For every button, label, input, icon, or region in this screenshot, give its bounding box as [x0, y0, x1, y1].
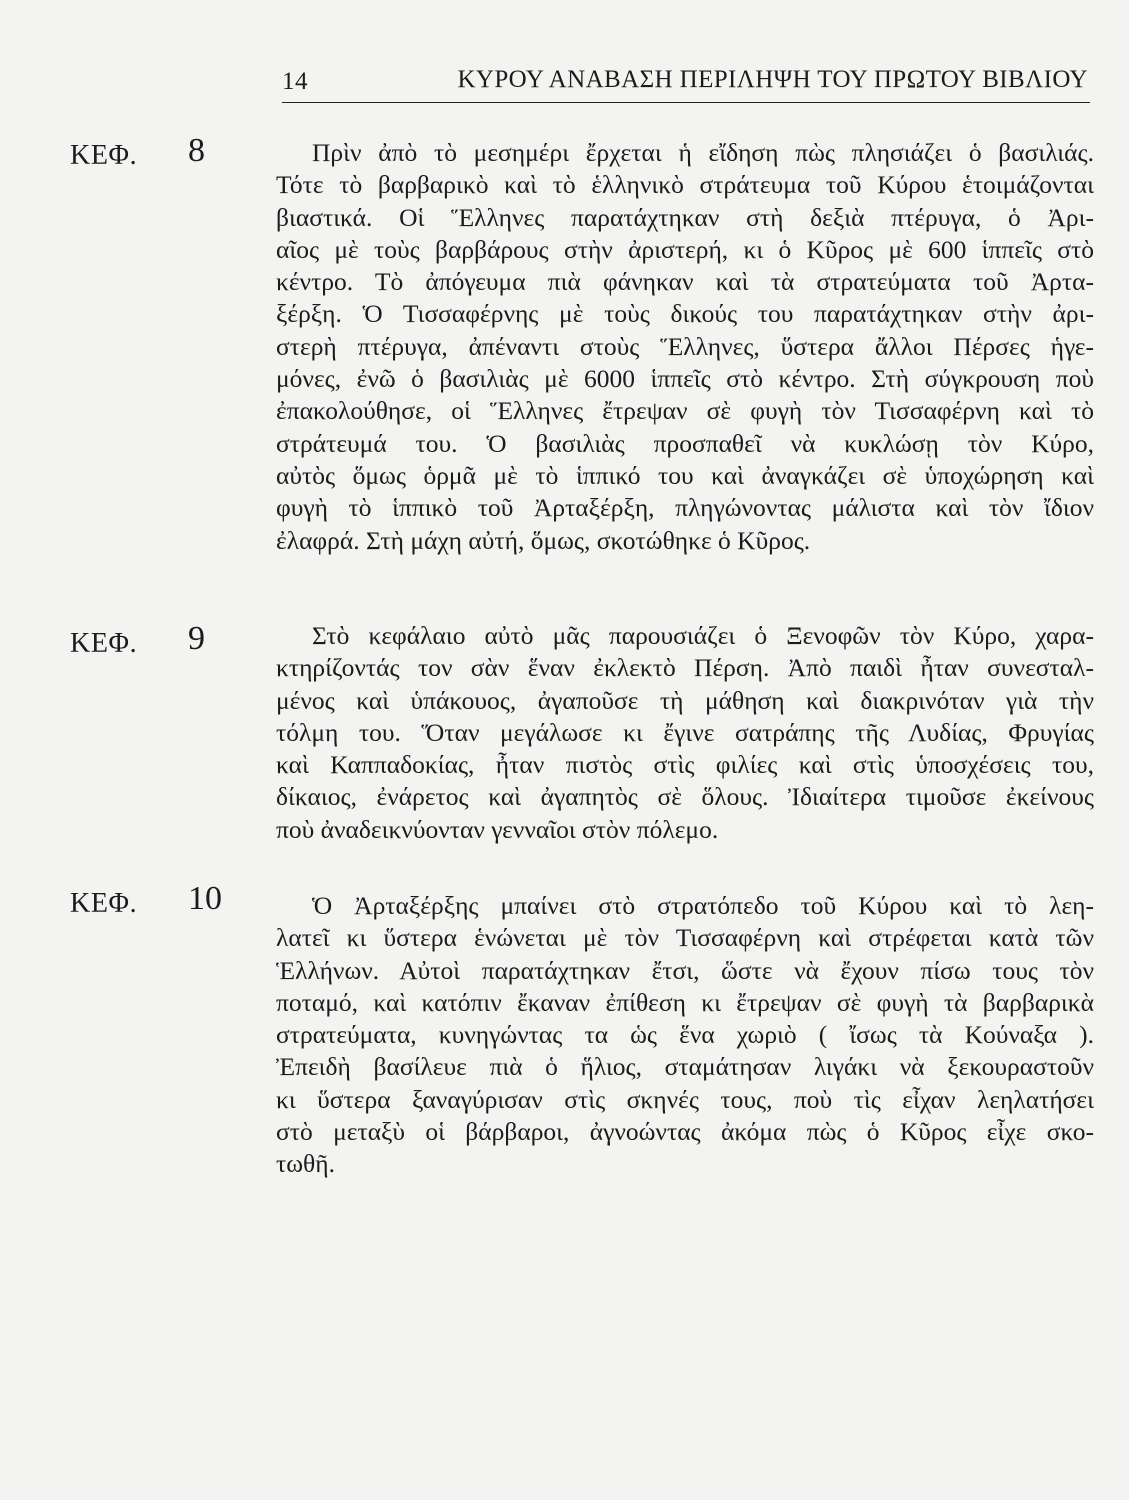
text-line: Ἐπειδὴ βασίλευε πιὰ ὁ ἥλιος, σταμάτησαν λιγάκι νὰ ξεκουραστοῦν	[276, 1052, 1094, 1082]
text-line: Πρὶν ἀπὸ τὸ μεσημέρι ἔρχεται ἡ εἴδηση πὼς πλησιάζει ὁ βασιλιάς.	[312, 138, 1094, 167]
text-line: κι ὕστερα ξαναγύρισαν στὶς σκηνές τους, ποὺ τὶς εἶχαν λεηλατήσει	[276, 1084, 1094, 1114]
chapter-summary-paragraph	[276, 890, 1094, 1181]
text-line: μόνες, ἐνῶ ὁ βασιλιὰς μὲ 6000 ἱππεῖς στὸ κέντρο. Στὴ σύγκρουση ποὺ	[276, 364, 1094, 394]
text-line: λατεῖ κι ὕστερα ἑνώνεται μὲ τὸν Τισσαφέρνη καὶ στρέφεται κατὰ τῶν	[276, 923, 1094, 953]
text-line: καὶ Καππαδοκίας, ἦταν πιστὸς στὶς φιλίες καὶ στὶς ὑποσχέσεις του,	[276, 750, 1094, 780]
text-line: τωθῆ.	[276, 1149, 335, 1179]
text-line: φυγὴ τὸ ἱππικὸ τοῦ Ἀρταξέρξη, πληγώνοντας μάλιστα καὶ τὸν ἴδιον	[276, 493, 1094, 523]
text-line: μένος καὶ ὑπάκουος, ἀγαποῦσε τὴ μάθηση καὶ διακρινόταν γιὰ τὴν	[276, 685, 1094, 715]
text-line: στὸ μεταξὺ οἱ βάρβαροι, ἀγνοώντας ἀκόμα πὼς ὁ Κῦρος εἶχε σκο-	[276, 1117, 1094, 1147]
text-line: αὐτὸς ὅμως ὁρμᾶ μὲ τὸ ἱππικό του καὶ ἀναγκάζει σὲ ὑποχώρηση καὶ	[276, 460, 1094, 490]
text-line: ἐλαφρά. Στὴ μάχη αὐτή, ὅμως, σκοτώθηκε ὁ Κῦρος.	[276, 525, 811, 555]
text-line: ξέρξη. Ὁ Τισσαφέρνης μὲ τοὺς δικούς του παρατάχτηκαν στὴν ἀρι-	[276, 299, 1094, 329]
chapter-summary-paragraph	[276, 620, 1094, 846]
text-line: Ἑλλήνων. Αὐτοὶ παρατάχτηκαν ἔτσι, ὥστε νὰ ἔχουν πίσω τους τὸν	[276, 955, 1094, 985]
text-line: Στὸ κεφάλαιο αὐτὸ μᾶς παρουσιάζει ὁ Ξενοφῶν τὸν Κύρο, χαρα-	[312, 621, 1094, 650]
text-line: κτηρίζοντάς τον σὰν ἕναν ἐκλεκτὸ Πέρση. Ἀπὸ παιδὶ ἦταν συνεσταλ-	[276, 653, 1094, 683]
chapter-summary-paragraph	[276, 137, 1094, 557]
text-line: κέντρο. Τὸ ἀπόγευμα πιὰ φάνηκαν καὶ τὰ στρατεύματα τοῦ Ἀρτα-	[276, 267, 1094, 297]
text-line: στράτευμά του. Ὁ βασιλιὰς προσπαθεῖ νὰ κυκλώσῃ τὸν Κύρο,	[276, 428, 1094, 458]
text-line: στρατεύματα, κυνηγώντας τα ὡς ἕνα χωριὸ ( ἴσως τὰ Κούναξα ).	[276, 1020, 1094, 1050]
chapter-label: ΚΕΦ.	[70, 628, 138, 659]
chapter-label: ΚΕΦ.	[70, 888, 138, 919]
chapter-number: 8	[188, 132, 205, 169]
page-header	[282, 62, 1090, 103]
text-line: βιαστικά. Οἱ Ἕλληνες παρατάχτηκαν στὴ δεξιὰ πτέρυγα, ὁ Ἀρι-	[276, 202, 1094, 232]
text-line: δίκαιος, ἐνάρετος καὶ ἀγαπητὸς σὲ ὅλους. Ἰδιαίτερα τιμοῦσε ἐκείνους	[276, 782, 1094, 812]
page-number: 14	[282, 68, 308, 95]
chapter-label: ΚΕΦ.	[70, 140, 138, 171]
text-line: Ὁ Ἀρταξέρξης μπαίνει στὸ στρατόπεδο τοῦ Κύρου καὶ τὸ λεη-	[312, 891, 1094, 920]
text-line: Τότε τὸ βαρβαρικὸ καὶ τὸ ἑλληνικὸ στράτευμα τοῦ Κύρου ἑτοιμάζονται	[276, 170, 1094, 200]
text-line: ποὺ ἀναδεικνύονταν γενναῖοι στὸν πόλεμο.	[276, 814, 719, 844]
running-title: ΚΥΡΟΥ ΑΝΑΒΑΣΗ ΠΕΡΙΛΗΨΗ ΤΟΥ ΠΡΩΤΟΥ ΒΙΒΛΙΟΥ	[457, 66, 1088, 93]
text-line: αῖος μὲ τοὺς βαρβάρους στὴν ἀριστερή, κι ὁ Κῦρος μὲ 600 ἱππεῖς στὸ	[276, 234, 1094, 264]
text-line: ποταμό, καὶ κατόπιν ἔκαναν ἐπίθεση κι ἔτρεψαν σὲ φυγὴ τὰ βαρβαρικὰ	[276, 987, 1094, 1017]
text-line: ἐπακολούθησε, οἱ Ἕλληνες ἔτρεψαν σὲ φυγὴ τὸν Τισσαφέρνη καὶ τὸ	[276, 396, 1094, 426]
chapter-number: 10	[188, 880, 222, 917]
text-line: στερὴ πτέρυγα, ἀπέναντι στοὺς Ἕλληνες, ὕστερα ἄλλοι Πέρσες ἡγε-	[276, 331, 1094, 361]
chapter-number: 9	[188, 620, 205, 657]
text-line: τόλμη του. Ὅταν μεγάλωσε κι ἔγινε σατράπης τῆς Λυδίας, Φρυγίας	[276, 717, 1094, 747]
